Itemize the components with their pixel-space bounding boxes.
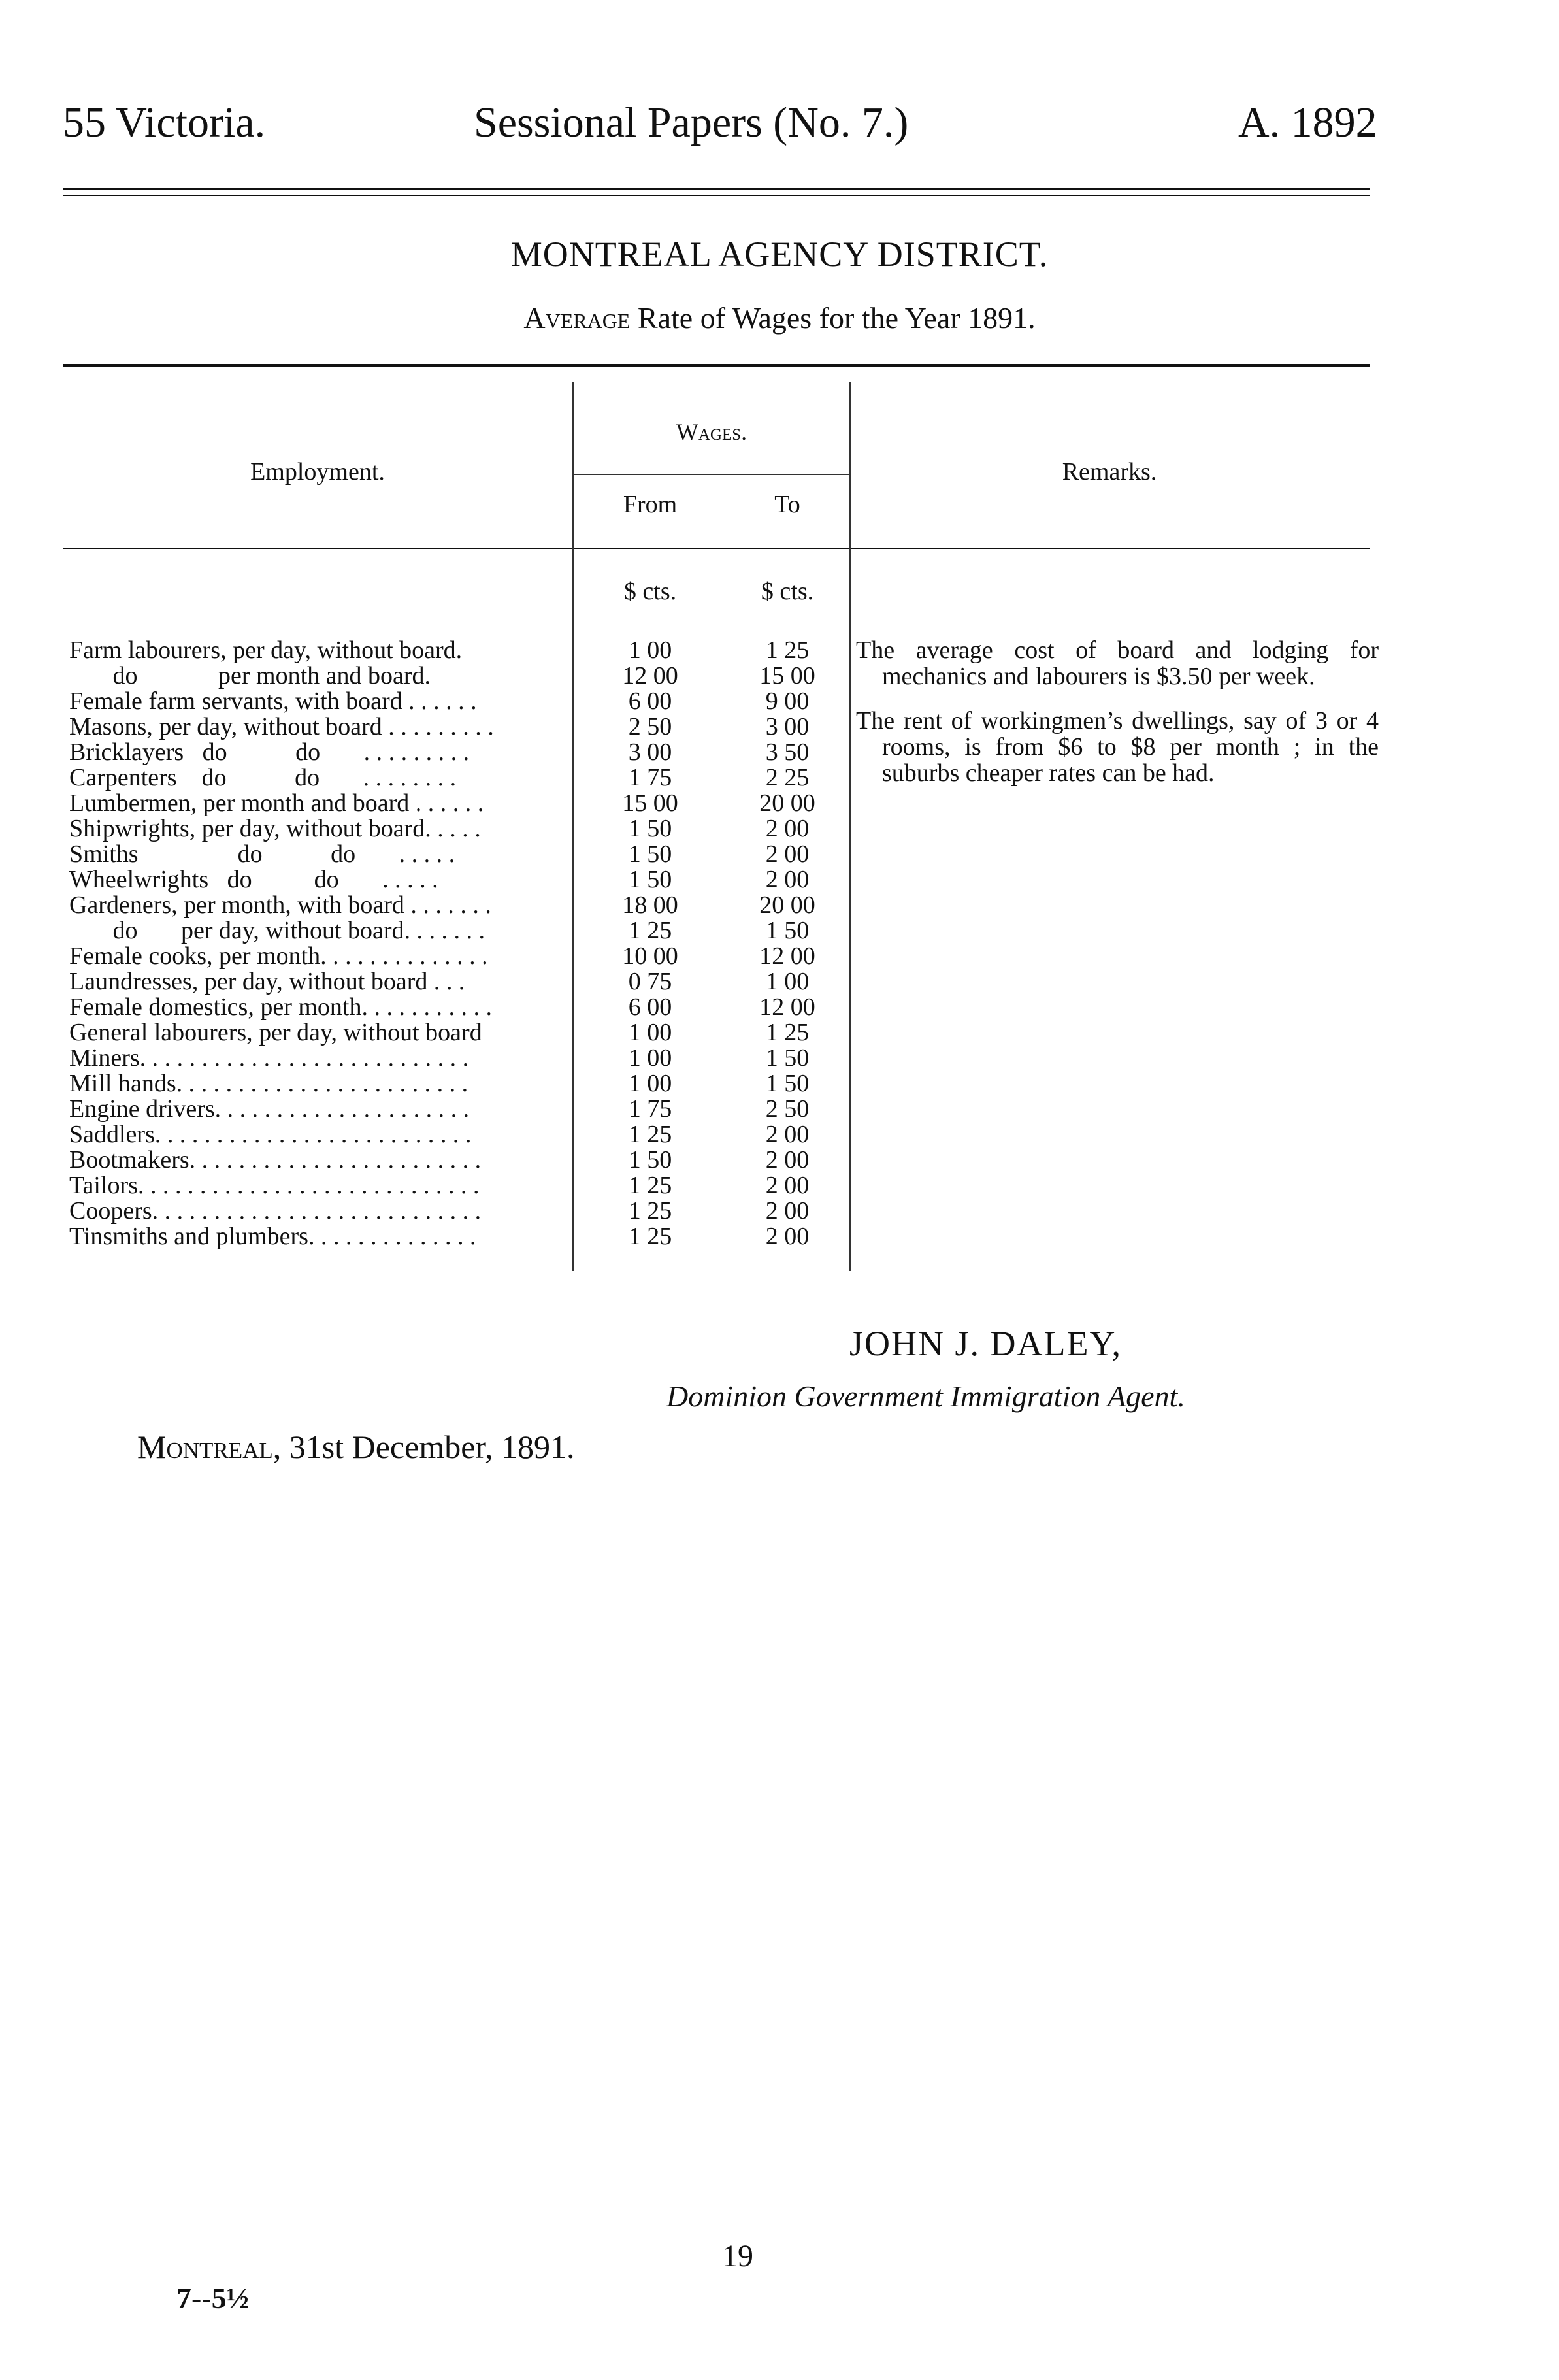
dateline-place: Montreal xyxy=(137,1429,273,1465)
from-cell: 1 50 xyxy=(628,815,672,842)
from-units: $ cts. xyxy=(623,578,677,605)
units-row xyxy=(0,578,1559,604)
remarks-column-heading: Remarks. xyxy=(1062,458,1157,486)
from-cell: 3 00 xyxy=(628,738,672,766)
employment-cell: Carpenters do do . . . . . . . . xyxy=(69,765,457,791)
to-cell: 9 00 xyxy=(765,687,810,715)
table-row xyxy=(0,841,1559,867)
from-cell: 1 00 xyxy=(628,636,672,664)
to-cell: 3 00 xyxy=(765,713,810,740)
header-rule xyxy=(63,188,1370,190)
to-cell: 2 00 xyxy=(765,1172,810,1199)
employment-cell: Gardeners, per month, with board . . . . . . . xyxy=(69,892,491,918)
from-cell: 1 50 xyxy=(628,1146,672,1174)
to-cell: 12 00 xyxy=(759,993,815,1021)
to-column-heading: To xyxy=(774,491,800,518)
employment-cell: do per day, without board. . . . . . . xyxy=(69,917,485,944)
from-cell: 2 50 xyxy=(628,713,672,740)
signature-name: JOHN J. DALEY, xyxy=(849,1324,1123,1363)
table-row xyxy=(0,1019,1559,1046)
employment-cell: Tinsmiths and plumbers. . . . . . . . . . . . . . xyxy=(69,1223,476,1249)
to-cell: 2 00 xyxy=(765,1197,810,1225)
to-cell: 2 00 xyxy=(765,815,810,842)
employment-cell: Wheelwrights do do . . . . . xyxy=(69,867,438,893)
to-cell: 1 50 xyxy=(765,917,810,944)
from-cell: 12 00 xyxy=(622,662,678,689)
from-cell: 1 50 xyxy=(628,866,672,893)
from-cell: 1 50 xyxy=(628,840,672,868)
table-row xyxy=(0,1070,1559,1097)
table-row xyxy=(0,1223,1559,1249)
employment-cell: Farm labourers, per day, without board. xyxy=(69,637,463,663)
table-row xyxy=(0,994,1559,1020)
wages-column-heading: Wages. xyxy=(676,419,747,445)
wages-subheader-rule xyxy=(574,474,849,475)
from-cell: 1 00 xyxy=(628,1044,672,1072)
page-title: MONTREAL AGENCY DISTRICT. xyxy=(510,235,1049,274)
table-row xyxy=(0,968,1559,995)
to-cell: 20 00 xyxy=(759,891,815,919)
signature-title: Dominion Government Immigration Agent. xyxy=(666,1380,1185,1413)
table-row xyxy=(0,1172,1559,1198)
to-cell: 1 00 xyxy=(765,968,810,995)
table-row xyxy=(0,1198,1559,1224)
table-row xyxy=(0,1147,1559,1173)
to-cell: 1 25 xyxy=(765,636,810,664)
from-column-heading: From xyxy=(623,491,678,518)
employment-cell: do per month and board. xyxy=(69,663,431,689)
table-row xyxy=(0,1045,1559,1071)
to-units: $ cts. xyxy=(761,578,814,605)
table-row xyxy=(0,867,1559,893)
to-cell: 2 00 xyxy=(765,1146,810,1174)
employment-cell: General labourers, per day, without board xyxy=(69,1019,482,1046)
page-subtitle xyxy=(0,301,1559,335)
to-cell: 1 50 xyxy=(765,1070,810,1097)
to-cell: 12 00 xyxy=(759,942,815,970)
employment-cell: Saddlers. . . . . . . . . . . . . . . . . . . . . . . . . . xyxy=(69,1121,472,1148)
to-cell: 2 00 xyxy=(765,1223,810,1250)
table-top-rule xyxy=(63,364,1370,367)
to-cell: 15 00 xyxy=(759,662,815,689)
employment-cell: Miners. . . . . . . . . . . . . . . . . . . . . . . . . . . xyxy=(69,1045,469,1071)
table-row xyxy=(0,917,1559,944)
to-cell: 3 50 xyxy=(765,738,810,766)
from-cell: 1 75 xyxy=(628,764,672,791)
employment-cell: Tailors. . . . . . . . . . . . . . . . . . . . . . . . . . . . xyxy=(69,1172,480,1198)
employment-cell: Masons, per day, without board . . . . . . . . . xyxy=(69,714,494,740)
from-cell: 1 25 xyxy=(628,1197,672,1225)
employment-cell: Shipwrights, per day, without board. . . . . xyxy=(69,816,481,842)
from-cell: 15 00 xyxy=(622,789,678,817)
table-header-rule xyxy=(63,548,1370,549)
remark-rent: The rent of workingmen’s dwellings, say of 3 or 4 rooms, is from $6 to $8 per month ; in the suburbs cheaper rates can be had. xyxy=(856,707,1379,787)
table-row xyxy=(0,790,1559,816)
from-cell: 6 00 xyxy=(628,993,672,1021)
employment-cell: Mill hands. . . . . . . . . . . . . . . . . . . . . . . . xyxy=(69,1070,468,1097)
dateline xyxy=(137,1428,575,1466)
to-cell: 2 25 xyxy=(765,764,810,791)
table-row xyxy=(0,816,1559,842)
header-left: 55 Victoria. xyxy=(63,99,266,146)
header-center: Sessional Papers (No. 7.) xyxy=(474,99,909,146)
footer-signature-mark: 7--5½ xyxy=(176,2281,250,2315)
table-row xyxy=(0,943,1559,969)
from-cell: 1 75 xyxy=(628,1095,672,1123)
remarks-block xyxy=(856,637,1379,793)
employment-cell: Lumbermen, per month and board . . . . . . xyxy=(69,790,484,816)
dateline-date: , 31st December, 1891. xyxy=(272,1429,575,1465)
from-cell: 1 00 xyxy=(628,1019,672,1046)
from-cell: 1 25 xyxy=(628,917,672,944)
from-cell: 1 00 xyxy=(628,1070,672,1097)
from-cell: 6 00 xyxy=(628,687,672,715)
employment-cell: Female cooks, per month. . . . . . . . . . . . . . xyxy=(69,943,488,969)
employment-cell: Female domestics, per month. . . . . . . . . . . xyxy=(69,994,492,1020)
from-cell: 1 25 xyxy=(628,1121,672,1148)
table-row xyxy=(0,1121,1559,1148)
table-row xyxy=(0,1096,1559,1122)
to-cell: 2 00 xyxy=(765,866,810,893)
employment-cell: Female farm servants, with board . . . . . . xyxy=(69,688,477,714)
to-cell: 1 50 xyxy=(765,1044,810,1072)
header-rule-2 xyxy=(63,195,1370,196)
table-row xyxy=(0,892,1559,918)
to-cell: 2 50 xyxy=(765,1095,810,1123)
to-cell: 2 00 xyxy=(765,1121,810,1148)
subtitle-lead: Average xyxy=(523,301,631,335)
remark-board-lodging: The average cost of board and lodging for mechanics and labourers is $3.50 per week. xyxy=(856,636,1379,690)
from-cell: 0 75 xyxy=(628,968,672,995)
employment-cell: Laundresses, per day, without board . . . xyxy=(69,968,465,995)
employment-cell: Smiths do do . . . . . xyxy=(69,841,455,867)
to-cell: 20 00 xyxy=(759,789,815,817)
to-cell: 2 00 xyxy=(765,840,810,868)
to-cell: 1 25 xyxy=(765,1019,810,1046)
header-right: A. 1892 xyxy=(1238,99,1377,146)
employment-cell: Bootmakers. . . . . . . . . . . . . . . . . . . . . . . . xyxy=(69,1147,482,1173)
from-cell: 1 25 xyxy=(628,1172,672,1199)
employment-cell: Coopers. . . . . . . . . . . . . . . . . . . . . . . . . . . xyxy=(69,1198,482,1224)
employment-column-heading: Employment. xyxy=(250,458,385,486)
page-number: 19 xyxy=(722,2239,753,2273)
employment-cell: Bricklayers do do . . . . . . . . . xyxy=(69,739,470,765)
from-cell: 1 25 xyxy=(628,1223,672,1250)
subtitle-rest: Rate of Wages for the Year 1891. xyxy=(637,301,1036,335)
employment-cell: Engine drivers. . . . . . . . . . . . . . . . . . . . . xyxy=(69,1096,470,1122)
from-cell: 18 00 xyxy=(622,891,678,919)
from-cell: 10 00 xyxy=(622,942,678,970)
